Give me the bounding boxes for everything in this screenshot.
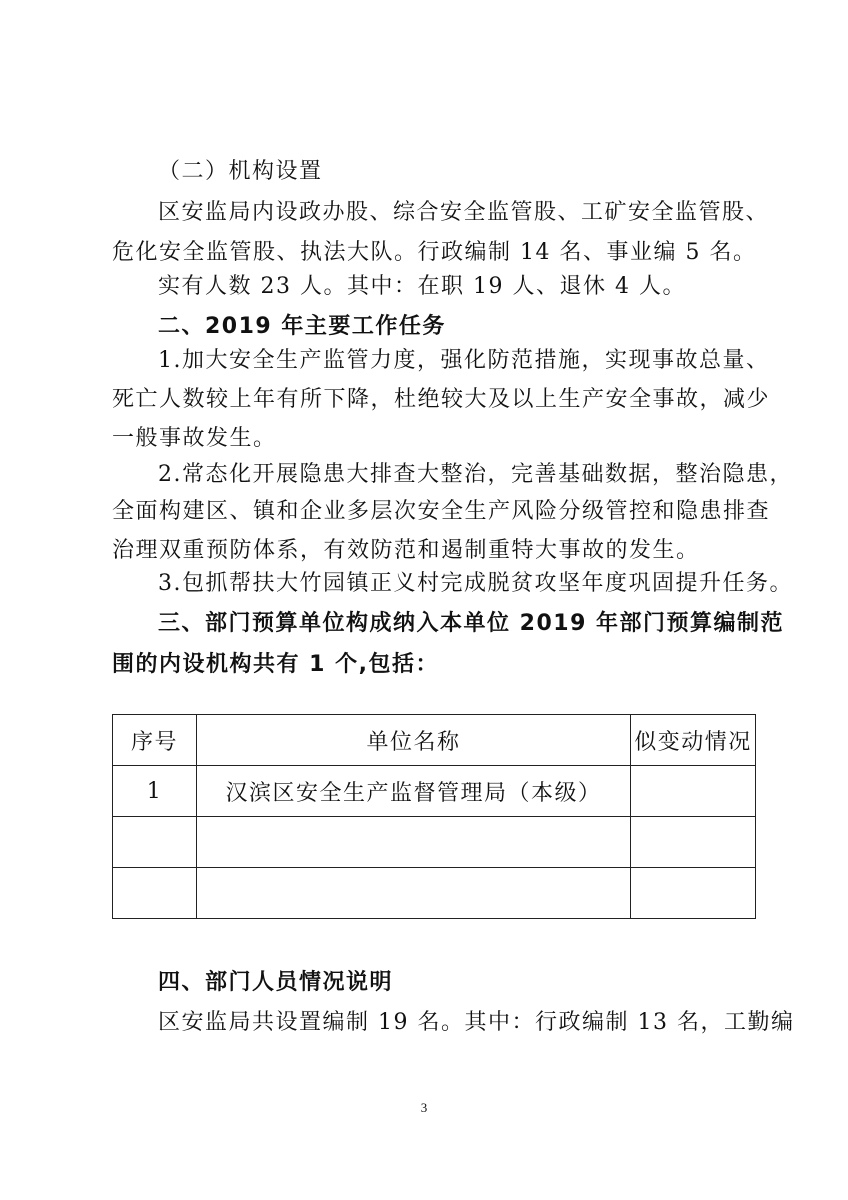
section-heading-staff: 四、部门人员情况说明 bbox=[158, 970, 394, 995]
units-table bbox=[112, 714, 756, 919]
table-cell: 1 bbox=[113, 766, 197, 817]
table-row bbox=[113, 817, 756, 868]
table-cell bbox=[113, 817, 197, 868]
table-cell bbox=[197, 817, 631, 868]
paragraph-line: 1.加大安全生产监管力度，强化防范措施，实现事故总量、 bbox=[158, 348, 770, 373]
section-heading-org-setup: （二）机构设置 bbox=[158, 159, 323, 184]
paragraph-line: 治理双重预防体系，有效防范和遏制重特大事故的发生。 bbox=[112, 538, 700, 563]
table-cell bbox=[113, 868, 197, 919]
table-cell bbox=[631, 868, 756, 919]
paragraph-line: 3.包抓帮扶大竹园镇正义村完成脱贫攻坚年度巩固提升任务。 bbox=[158, 571, 793, 596]
page-number: 3 bbox=[420, 1100, 428, 1115]
section-heading-budget-units: 三、部门预算单位构成纳入本单位 2019 年部门预算编制范 bbox=[158, 611, 785, 636]
paragraph-line: 危化安全监管股、执法大队。行政编制 14 名、事业编 5 名。 bbox=[112, 240, 757, 265]
table-cell: 汉滨区安全生产监督管理局（本级） bbox=[197, 766, 631, 817]
section-heading-budget-units-cont: 围的内设机构共有 1 个,包括： bbox=[112, 652, 439, 677]
table-cell bbox=[631, 817, 756, 868]
header-cell-index: 序号 bbox=[113, 715, 197, 766]
header-cell-unit-name: 单位名称 bbox=[197, 715, 631, 766]
paragraph-line: 死亡人数较上年有所下降，杜绝较大及以上生产安全事故，减少 bbox=[112, 387, 771, 412]
paragraph-line: 区安监局内设政办股、综合安全监管股、工矿安全监管股、 bbox=[158, 200, 770, 225]
paragraph-line: 区安监局共设置编制 19 名。其中：行政编制 13 名，工勤编 bbox=[158, 1010, 795, 1035]
paragraph-line: 实有人数 23 人。其中：在职 19 人、退休 4 人。 bbox=[158, 274, 686, 299]
table-header-row bbox=[113, 715, 756, 766]
table-row bbox=[113, 868, 756, 919]
header-cell-change: 似变动情况 bbox=[631, 715, 756, 766]
table-cell bbox=[197, 868, 631, 919]
paragraph-line: 2.常态化开展隐患大排查大整治，完善基础数据，整治隐患， bbox=[158, 462, 793, 487]
table-row bbox=[113, 766, 756, 817]
table-cell bbox=[631, 766, 756, 817]
section-heading-tasks: 二、2019 年主要工作任务 bbox=[158, 314, 446, 339]
paragraph-line: 全面构建区、镇和企业多层次安全生产风险分级管控和隐患排查 bbox=[112, 499, 771, 524]
paragraph-line: 一般事故发生。 bbox=[112, 426, 277, 451]
